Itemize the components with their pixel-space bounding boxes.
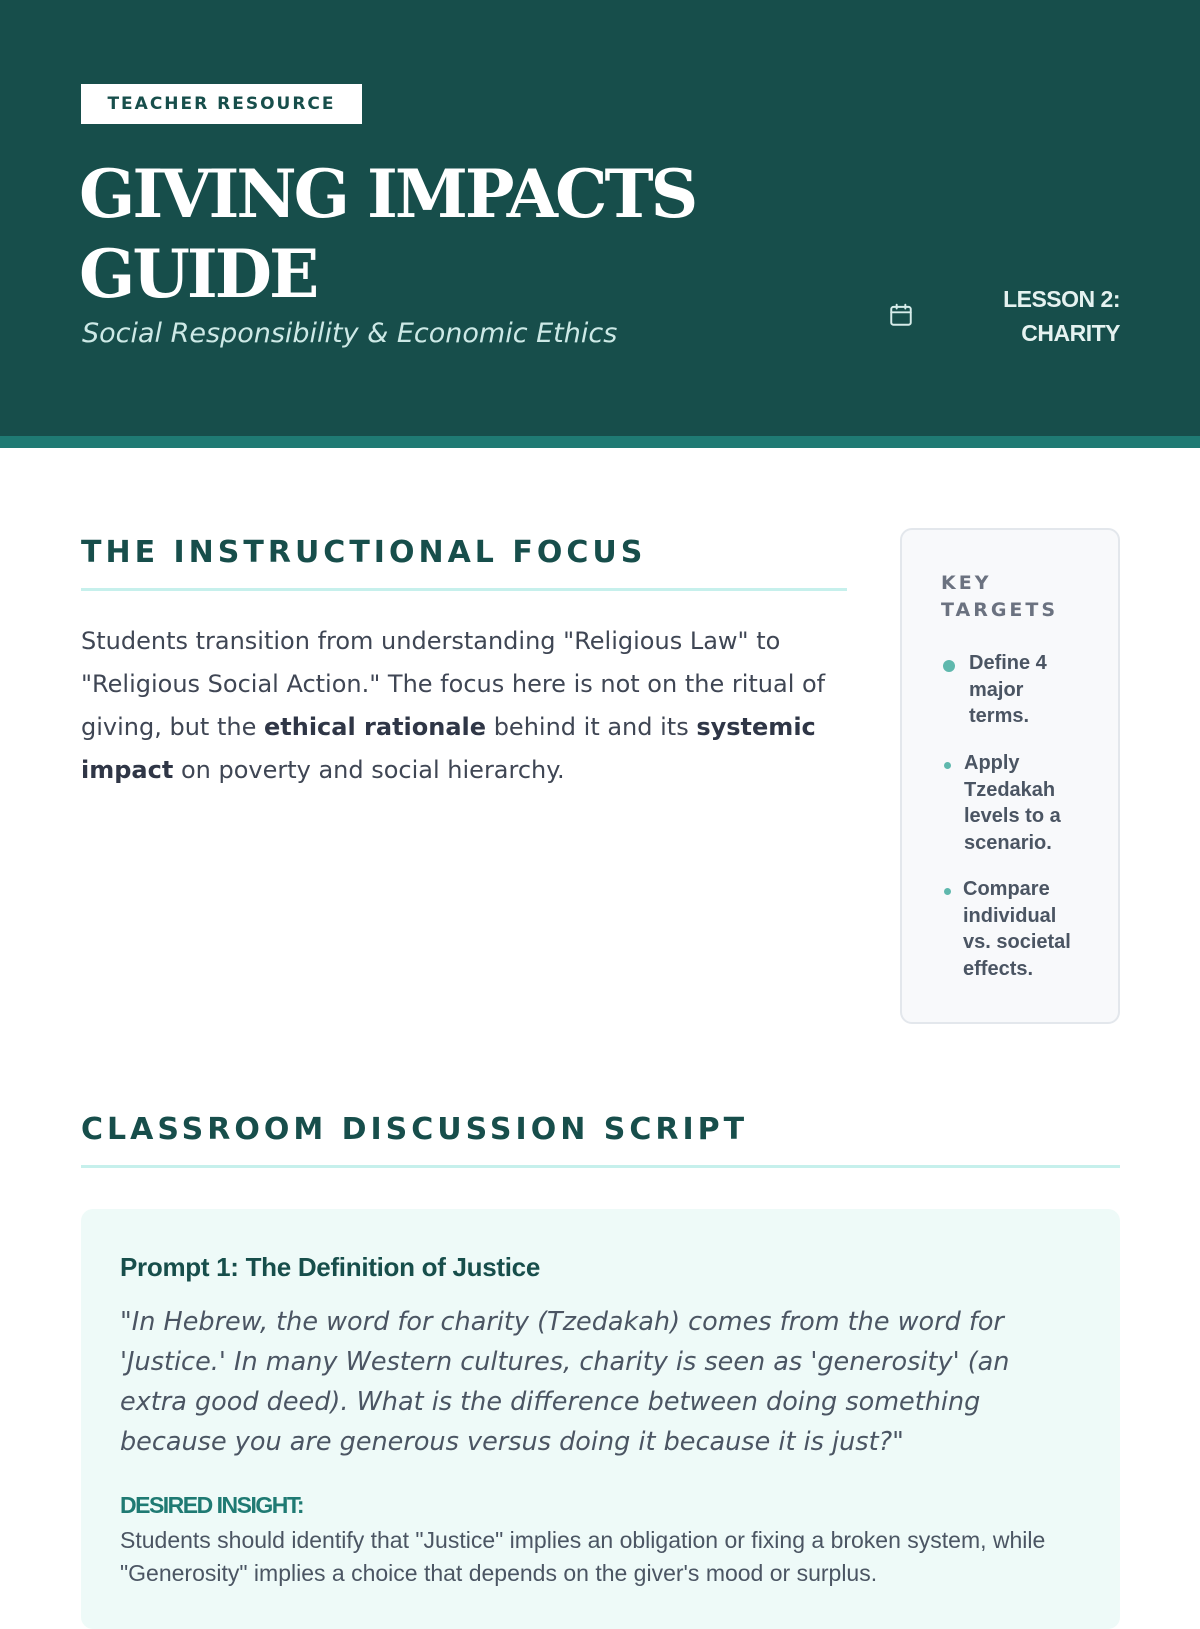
focus-text-part: behind it and its	[486, 713, 697, 741]
insight-label: DESIRED INSIGHT:	[120, 1492, 304, 1518]
focus-text-part: Students transition from understanding "Religious Law" to "Religious Social Action." The focus here is not on the ritual of giving, but the	[81, 627, 826, 741]
emphasis-ethical-rationale: ethical rationale	[263, 713, 487, 741]
bullet-icon	[943, 660, 955, 672]
focus-paragraph	[81, 620, 851, 792]
prompt-title: Prompt 1: The Definition of Justice	[120, 1252, 540, 1282]
target-item: Apply Tzedakah levels to a scenario.	[964, 752, 1061, 854]
header-accent-strip	[0, 436, 1200, 448]
section-title-focus: THE INSTRUCTIONAL FOCUS	[81, 535, 647, 570]
page-title: GIVING IMPACTS GUIDE	[79, 155, 696, 313]
section-divider	[81, 588, 847, 591]
bullet-icon	[944, 762, 951, 769]
target-item: Define 4 major terms.	[969, 652, 1047, 727]
resource-badge: TEACHER RESOURCE	[81, 84, 362, 124]
emphasis-systemic-impact: systemic impact	[81, 713, 816, 784]
calendar-icon	[888, 302, 914, 328]
target-item: Compare individual vs. societal effects.	[963, 878, 1071, 980]
prompt-quote: "In Hebrew, the word for charity (Tzedakah) comes from the word for 'Justice.' In many Western cultures, charity is seen as 'generosity' (an extra good deed). What is the difference between doing something because you are generous versus doing it because it is just?"	[120, 1307, 1010, 1457]
lesson-label: LESSON 2: CHARITY	[1003, 286, 1120, 346]
bullet-icon	[944, 888, 951, 895]
section-divider	[81, 1165, 1120, 1168]
insight-text: Students should identify that "Justice" implies an obligation or fixing a broken system, while "Generosity" implies a choice that depends on the giver's mood or surplus.	[120, 1527, 1046, 1586]
page-subtitle: Social Responsibility & Economic Ethics	[82, 318, 618, 349]
focus-text-part: on poverty and social hierarchy.	[173, 756, 565, 784]
key-targets-title: KEY TARGETS	[941, 572, 1059, 621]
section-title-discussion: CLASSROOM DISCUSSION SCRIPT	[81, 1112, 749, 1147]
